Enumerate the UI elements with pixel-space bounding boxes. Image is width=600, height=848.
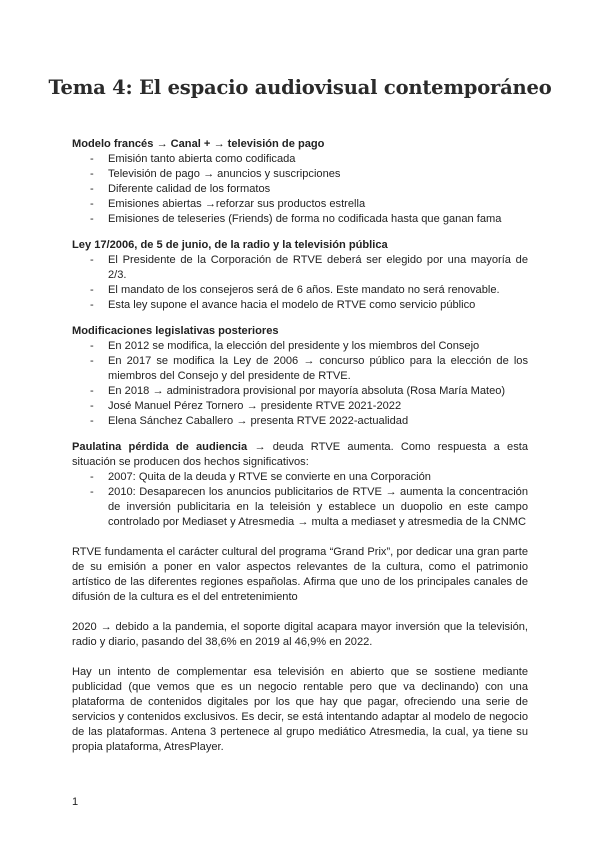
paragraph-2020: 2020 → debido a la pandemia, el soporte digital acapara mayor inversión que la televisión, radio y diario, pasando del 38,6% en 2019 al 46,9% en 2022.	[72, 621, 528, 648]
list-item: - 2010: Desaparecen los anuncios publicitarios de RTVE → aumenta la concentración de inversión publicitaria en la teleisión y establece un duopolio en este campo controlado por Mediaset y Atresmedia → multa a mediaset y atresmedia de la CNMC	[72, 485, 528, 530]
list-item: - En 2017 se modifica la Ley de 2006 → concurso público para la elección de los miembros del Consejo y del presidente de RTVE.	[72, 354, 528, 384]
page-number: 1	[72, 796, 79, 808]
paragraph-plataformas: Hay un intento de complementar esa televisión en abierto que se sostiene mediante publicidad (que vemos que es un negocio rentable pero que va declinando) con una plataforma de contenidos digitales por los que hay que pagar, ofreciendo una serie de servicios y contenidos exclusivos. Es decir, se está intentando adaptar al modelo de negocio de las plataformas. Antena 3 pertenece al grupo mediático Atresmedia, la cual, ya tiene su propia plataforma, AtresPlayer.	[72, 666, 528, 753]
list-item: - Elena Sánchez Caballero → presenta RTVE 2022-actualidad	[72, 414, 528, 429]
bullet-list	[72, 339, 528, 429]
paragraph-grand-prix: RTVE fundamenta el carácter cultural del programa “Grand Prix”, por dedicar una gran parte de su emisión a poner en valor aspectos relevantes de la cultura, como el patrimonio artístico de las diferentes regiones españolas. Afirma que uno de los principales canales de difusión de la cultura es el del entretenimiento	[72, 546, 528, 603]
list-item: - En 2012 se modifica, la elección del presidente y los miembros del Consejo	[72, 339, 528, 354]
section-ley-17-2006	[72, 238, 528, 313]
section-audiencia	[72, 440, 528, 530]
list-item: - Emisión tanto abierta como codificada	[72, 152, 528, 167]
bullet-list	[72, 152, 528, 227]
list-item: - Diferente calidad de los formatos	[72, 182, 528, 197]
bullet-list	[72, 470, 528, 530]
audiencia-paragraph	[72, 440, 528, 470]
list-item: - 2007: Quita de la deuda y RTVE se convierte en una Corporación	[72, 470, 528, 485]
document-body	[72, 137, 528, 755]
section-heading: Ley 17/2006, de 5 de junio, de la radio y la televisión pública	[72, 239, 388, 251]
list-item: - Esta ley supone el avance hacia el modelo de RTVE como servicio público	[72, 298, 528, 313]
list-item: - Televisión de pago → anuncios y suscripciones	[72, 167, 528, 182]
section-modelo-frances	[72, 137, 528, 227]
section-heading: Modelo francés → Canal + → televisión de pago	[72, 138, 325, 150]
list-item: - En 2018 → administradora provisional por mayoría absoluta (Rosa María Mateo)	[72, 384, 528, 399]
audiencia-bold: Paulatina pérdida de audiencia	[72, 441, 248, 453]
list-item: - Emisiones de teleseries (Friends) de forma no codificada hasta que ganan fama	[72, 212, 528, 227]
list-item: - José Manuel Pérez Tornero → presidente RTVE 2021-2022	[72, 399, 528, 414]
list-item: - Emisiones abiertas →reforzar sus productos estrella	[72, 197, 528, 212]
bullet-list	[72, 253, 528, 313]
document-title: Tema 4: El espacio audiovisual contemporáneo	[48, 76, 552, 99]
list-item: - El mandato de los consejeros será de 6 años. Este mandato no será renovable.	[72, 283, 528, 298]
audiencia-text: → deuda RTVE aumenta. Como respuesta a esta situación se producen dos hechos significativos:	[72, 441, 528, 468]
section-modificaciones	[72, 324, 528, 429]
list-item: - El Presidente de la Corporación de RTVE deberá ser elegido por una mayoría de 2/3.	[72, 253, 528, 283]
section-heading: Modificaciones legislativas posteriores	[72, 325, 279, 337]
